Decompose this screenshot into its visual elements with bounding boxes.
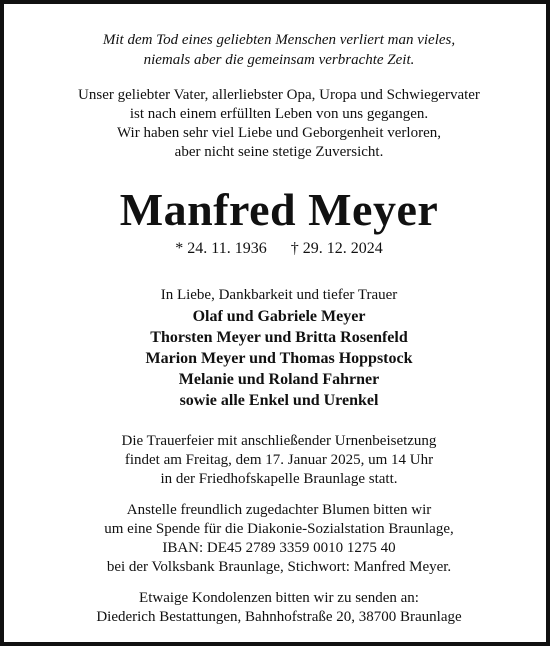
donation-line: Anstelle freundlich zugedachter Blumen bitten wir xyxy=(126,502,432,518)
condolence-line: Etwaige Kondolenzen bitten wir zu senden an: xyxy=(139,590,419,606)
intro-line: Wir haben sehr viel Liebe und Geborgenheit verloren, xyxy=(116,125,441,141)
mourner-line: Thorsten Meyer und Britta Rosenfeld xyxy=(150,329,408,346)
life-dates xyxy=(4,241,550,257)
mourning-intro: In Liebe, Dankbarkeit und tiefer Trauer xyxy=(160,287,398,303)
intro-line: Unser geliebter Vater, allerliebster Opa, Uropa und Schwiegervater xyxy=(78,87,480,103)
deceased-name: Manfred Meyer xyxy=(119,184,439,235)
death-date: † 29. 12. 2024 xyxy=(290,240,383,257)
intro-line: ist nach einem erfüllten Leben von uns gegangen. xyxy=(129,106,429,122)
intro-line: aber nicht seine stetige Zuversicht. xyxy=(174,144,384,160)
donation-line: bei der Volksbank Braunlage, Stichwort: Manfred Meyer. xyxy=(106,559,452,575)
mourner-line: Marion Meyer und Thomas Hoppstock xyxy=(145,350,413,367)
mourner-line: sowie alle Enkel und Urenkel xyxy=(179,392,379,409)
mourner-line: Melanie und Roland Fahrner xyxy=(178,371,380,388)
donation-line: um eine Spende für die Diakonie-Sozialstation Braunlage, xyxy=(104,521,454,537)
verse-line: Mit dem Tod eines geliebten Menschen verliert man vieles, xyxy=(102,32,456,48)
birth-date: * 24. 11. 1936 xyxy=(175,240,267,257)
verse-line: niemals aber die gemeinsam verbrachte Zeit. xyxy=(143,52,415,68)
funeral-line: findet am Freitag, dem 17. Januar 2025, um 14 Uhr xyxy=(124,452,434,468)
condolence-line: Diederich Bestattungen, Bahnhofstraße 20, 38700 Braunlage xyxy=(96,609,462,625)
funeral-line: Die Trauerfeier mit anschließender Urnenbeisetzung xyxy=(121,433,437,449)
funeral-line: in der Friedhofskapelle Braunlage statt. xyxy=(160,471,398,487)
mourner-line: Olaf und Gabriele Meyer xyxy=(192,308,366,325)
donation-line: IBAN: DE45 2789 3359 0010 1275 40 xyxy=(162,540,396,556)
